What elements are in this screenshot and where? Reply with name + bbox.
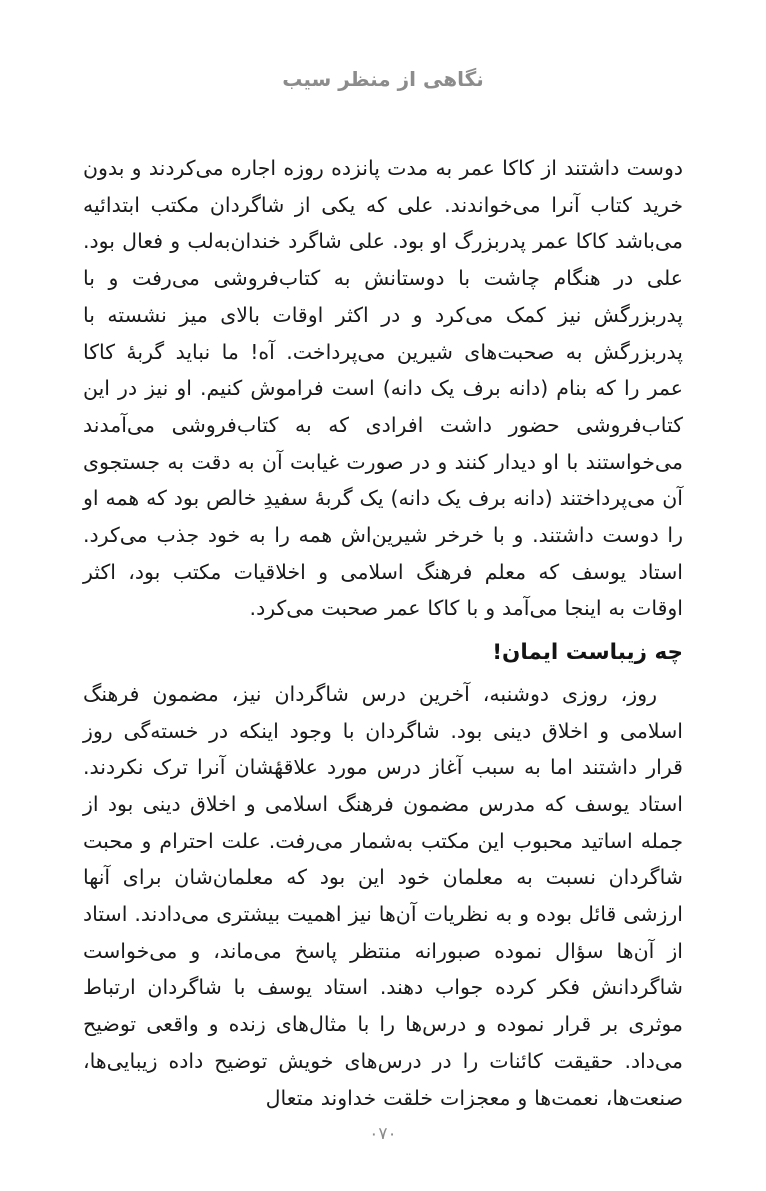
section-heading: چه زیباست ایمان! — [492, 640, 683, 666]
page-number: ۰۷۰ — [369, 1124, 397, 1144]
text-column — [83, 150, 683, 1116]
running-head: نگاهی از منظر سیب — [282, 67, 484, 91]
body-paragraph: دوست داشتند از کاکا عمر به مدت پانزده روزه اجاره می‌کردند و بدون خرید کتاب آنرا می‌خواندند. علی که یکی از شاگردان مکتب ابتدائیه می‌باشد کاکا عمر پدربزرگ او بود. علی شاگرد خندان‌به‌لب و فعال بود. علی در هنگام چاشت با دوستانش به کتاب‌فروشی می‌رفت و با پدربزرگش نیز کمک می‌کرد و در اکثر اوقات بالای میز نشسته با پدربزرگش به صحبت‌های شیرین می‌پرداخت. آه! ما نباید گربهٔ کاکا عمر را که بنام (دانه برف یک دانه) است فراموش کنیم. او نیز در این کتاب‌فروشی حضور داشت افرادی که به کتاب‌فروشی می‌آمدند می‌خواستند با او دیدار کنند و در صورت غیابت آن به دقت به جستجوی آن می‌پرداختند (دانه برف یک دانه) یک گربهٔ سفیدِ خالص بود که همه او را دوست داشتند. و با خرخر شیرین‌اش همه را به خود جذب می‌کرد. استاد یوسف که معلم فرهنگ اسلامی و اخلاقیات مکتب بود، اکثر اوقات به اینجا می‌آمد و با کاکا عمر صحبت می‌کرد. — [83, 156, 683, 621]
body-paragraph: روز، روزی دوشنبه، آخرین درس شاگردان نیز، مضمون فرهنگ اسلامی و اخلاق دینی بود. شاگردان با وجود اینکه در خسته‌گی روز قرار داشتند اما به سبب آغاز درس مورد علاقهٔشان آنرا ترک نکردند. استاد یوسف که مدرس مضمون فرهنگ اسلامی و اخلاق دینی بود از جمله اساتید محبوب این مکتب به‌شمار می‌رفت. علت احترام و محبت شاگردان نسبت به معلمان خود این بود که معلمان‌شان برای آنها ارزشی قائل بوده و به نظریات آن‌ها نیز اهمیت بیشتری می‌دادند. استاد از آن‌ها سؤال نموده صبورانه منتظر پاسخ می‌ماند، و می‌خواست شاگردانش فکر کرده جواب دهند. استاد یوسف با شاگردان ارتباط موثری بر قرار نموده و درس‌ها را با مثال‌های زنده و واقعی توضیح می‌داد. حقیقت کائنات را در درس‌های خویش توضیح داده زیبایی‌ها، صنعت‌ها، نعمت‌ها و معجزات خلقت خداوند متعال — [83, 681, 683, 1110]
